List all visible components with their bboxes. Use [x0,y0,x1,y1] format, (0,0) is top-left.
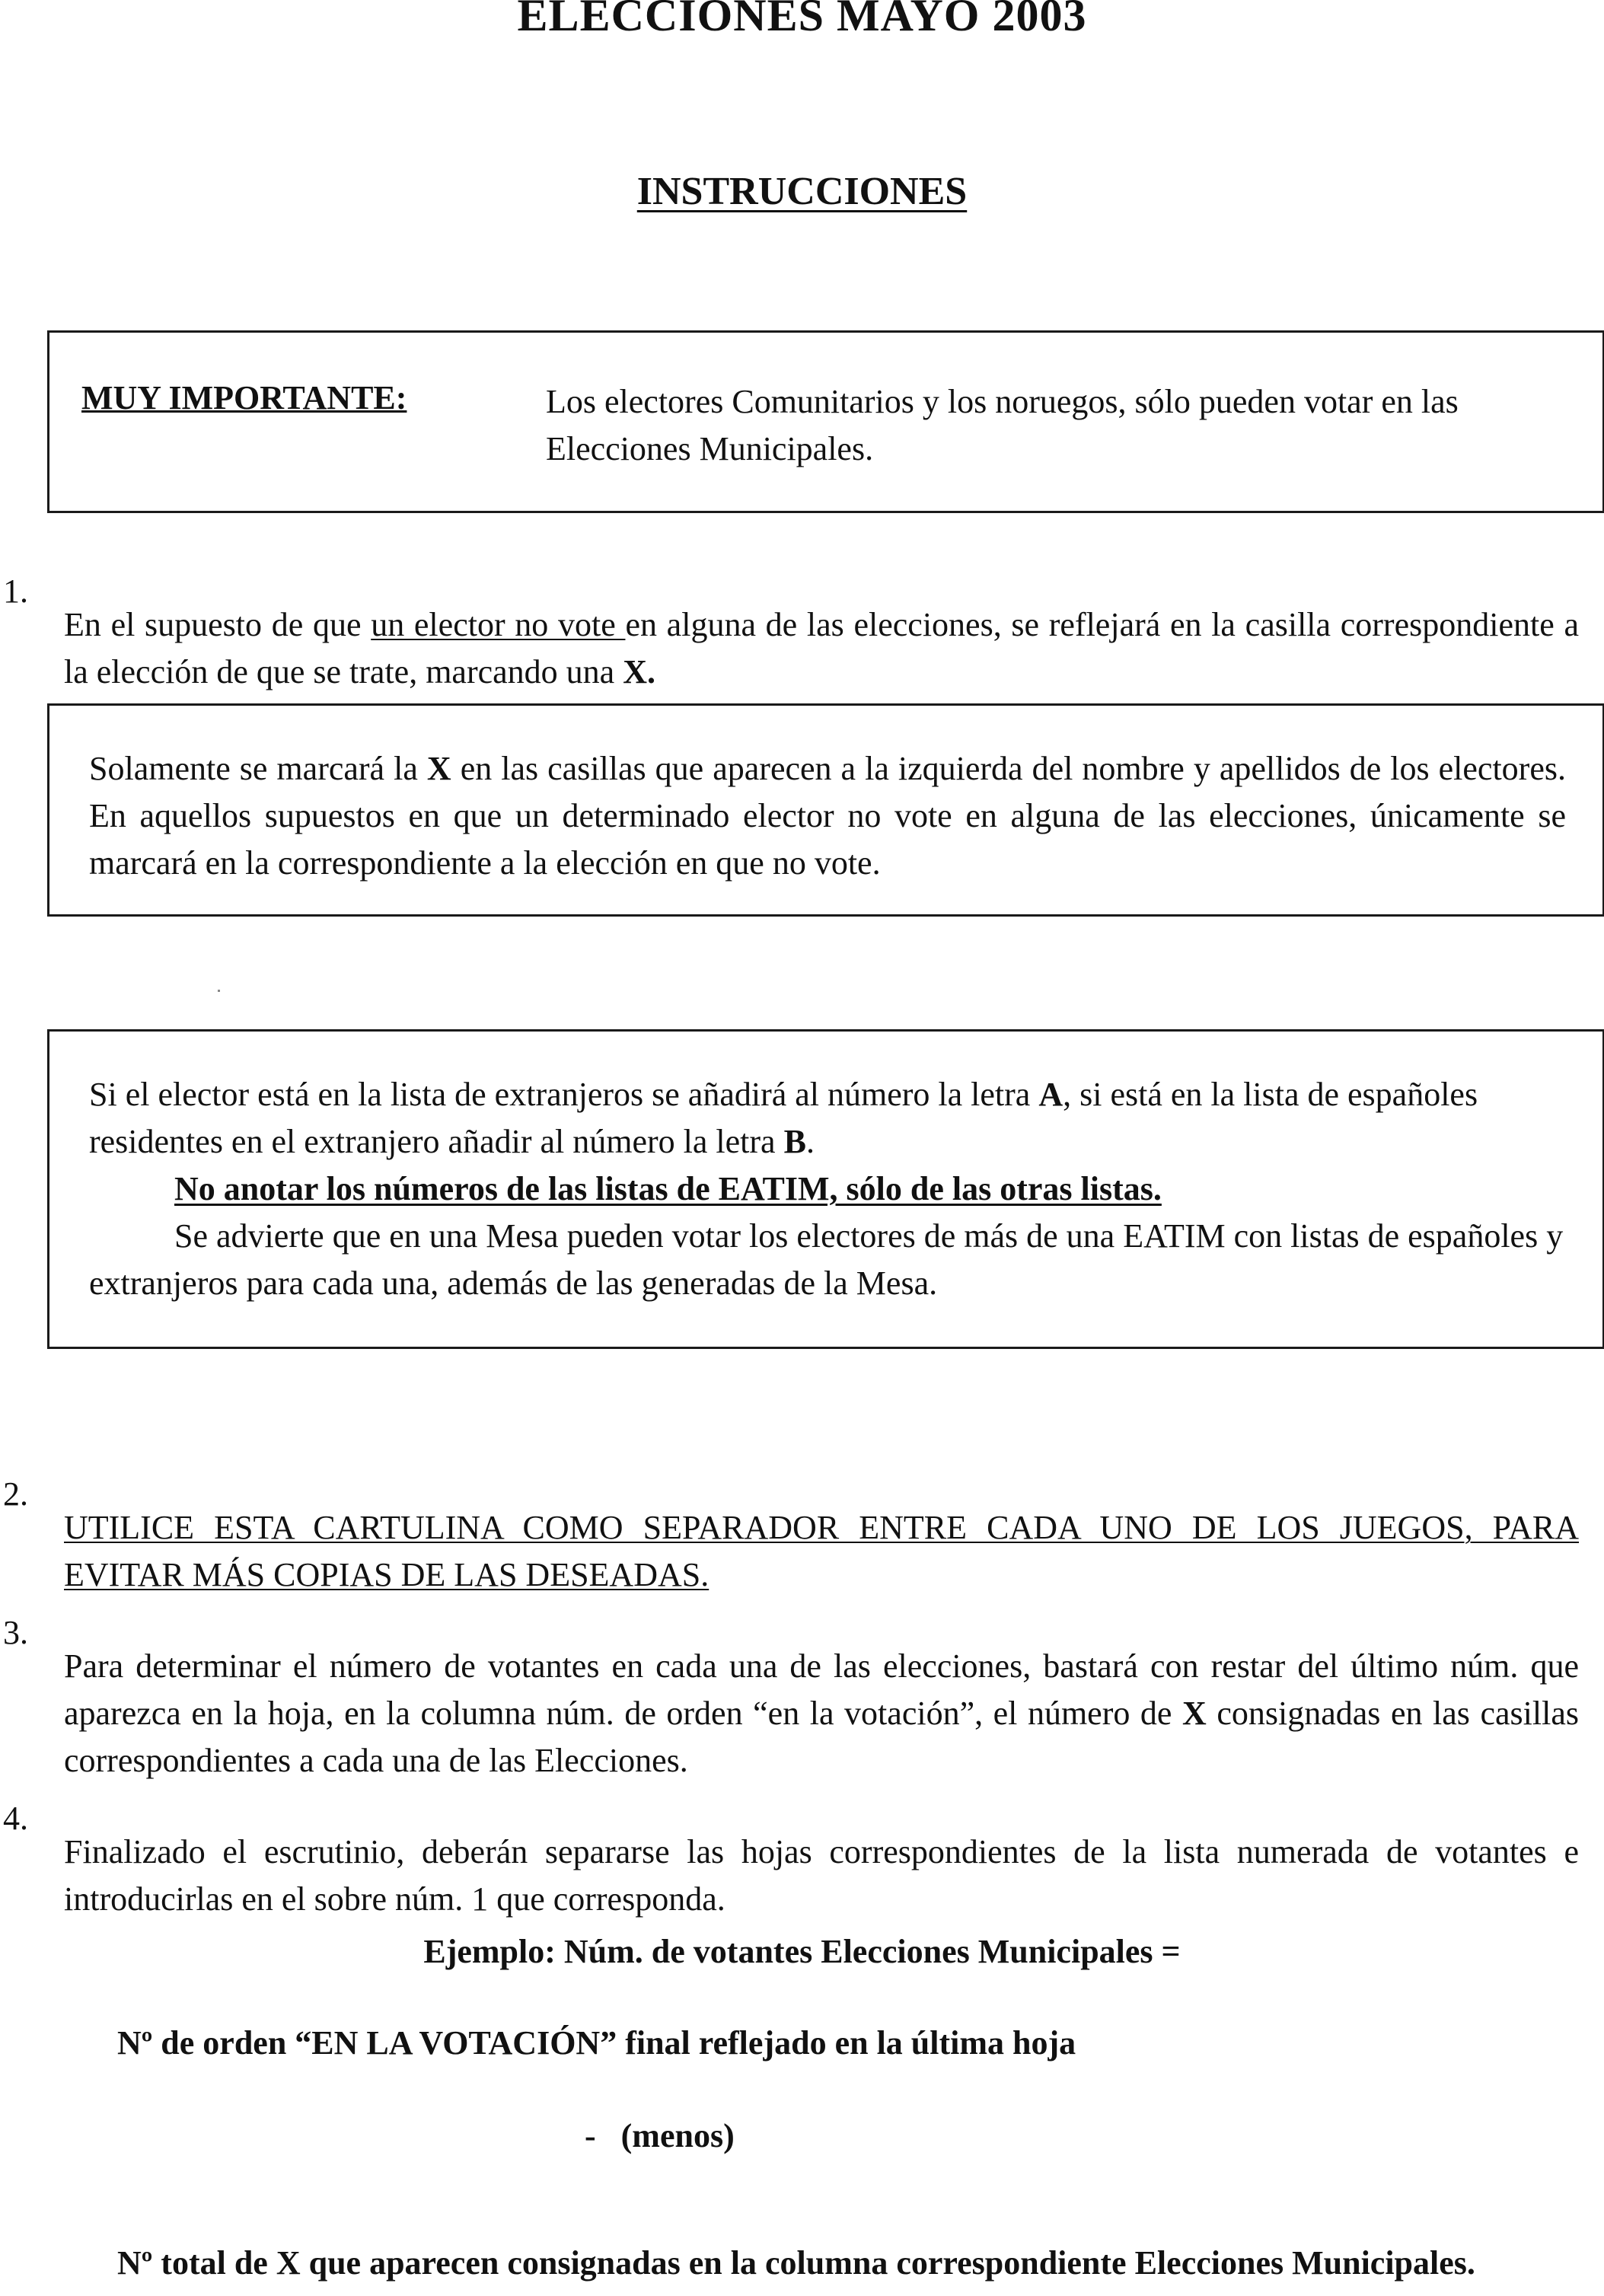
item-number: 4. [3,1800,28,1837]
text-segment: consignadas en las casillas correspondientes a cada una de las Elecciones. [64,1695,1579,1779]
instruction-item-2 [3,1471,1579,1632]
x-mark: X. [623,653,655,690]
item-text: Finalizado el escrutinio, deberán separarse las hojas correspondientes de la lista numerada de votantes e introducirlas en el sobre núm. 1 que corresponda. [64,1833,1579,1918]
eatim-advice-paragraph: Se advierte que en una Mesa pueden votar los electores de más de una EATIM con listas de españoles y extranjeros para cada una, además de las generadas de la Mesa. [89,1217,1564,1302]
instructions-heading: INSTRUCCIONES [636,170,968,213]
important-notice-box [47,330,1604,513]
item-number: 1. [3,572,28,610]
item-number: 3. [3,1614,28,1651]
item-text [64,1504,1579,1599]
important-text: Los electores Comunitarios y los noruegos, sólo pueden votar en las Elecciones Municipales. [546,383,1459,467]
text-segment: Si el elector está en la lista de extranjeros se añadirá al número la letra [89,1076,1039,1113]
x-mark: X [1182,1695,1207,1732]
text-segment: en las casillas que aparecen a la izquierda del nombre y apellidos de los electores. En aquellos supuestos en que un determinado elector no vote en alguna de las elecciones, únicamente se marcará en la correspondiente a la elección en que no vote. [89,750,1566,882]
x-mark: X [426,750,451,787]
text-segment: en alguna de las elecciones, se reflejará en la casilla correspondiente a la elección de que se trate, marcando una [64,606,1579,690]
text-segment: Solamente se marcará la [89,750,427,787]
eatim-warning-paragraph [89,1166,1566,1213]
important-label: MUY IMPORTANTE: [81,379,407,416]
item-text [64,601,1579,696]
foreign-list-paragraph [89,1071,1566,1166]
instruction-item-3 [3,1609,1579,1818]
text-segment: En el supuesto de que [64,606,372,643]
letter-a: A [1038,1076,1063,1113]
item-text [64,1643,1579,1784]
text-segment: Para determinar el número de votantes en cada una de las elecciones, bastará con restar del último núm. que aparezca en la hoja, en la columna núm. de orden “en la votación”, el número de [64,1647,1579,1732]
separator-instruction: UTILICE ESTA CARTULINA COMO SEPARADOR ENTRE CADA UNO DE LOS JUEGOS, PARA EVITAR MÁS COPIAS DE LAS DESEADAS. [64,1509,1579,1593]
item-number: 2. [3,1475,28,1513]
eatim-warning: No anotar los números de las listas de EATIM, sólo de las otras listas. [174,1170,1162,1207]
marking-note-box [47,703,1604,917]
example-line-order: Nº de orden “EN LA VOTACIÓN” final reflejado en la última hoja [117,2024,1076,2062]
letter-b: B [783,1123,806,1160]
text-segment: . [805,1123,815,1160]
example-heading: Ejemplo: Núm. de votantes Elecciones Municipales = [423,1933,1181,1970]
scan-speck [218,990,220,992]
marking-note-text [89,745,1566,887]
example-line-minus: - (menos) [585,2117,735,2154]
underlined-phrase: un elector no vote [371,606,626,643]
foreign-list-note [89,1071,1566,1307]
text-segment: , si está en la lista de españoles residentes en el extranjero añadir al número la letra [89,1076,1478,1160]
example-line-total: Nº total de X que aparecen consignadas en la columna correspondiente Elecciones Municipales. [117,2244,1475,2282]
foreign-list-note-box [47,1029,1604,1349]
page-title: ELECCIONES MAYO 2003 [517,0,1087,40]
